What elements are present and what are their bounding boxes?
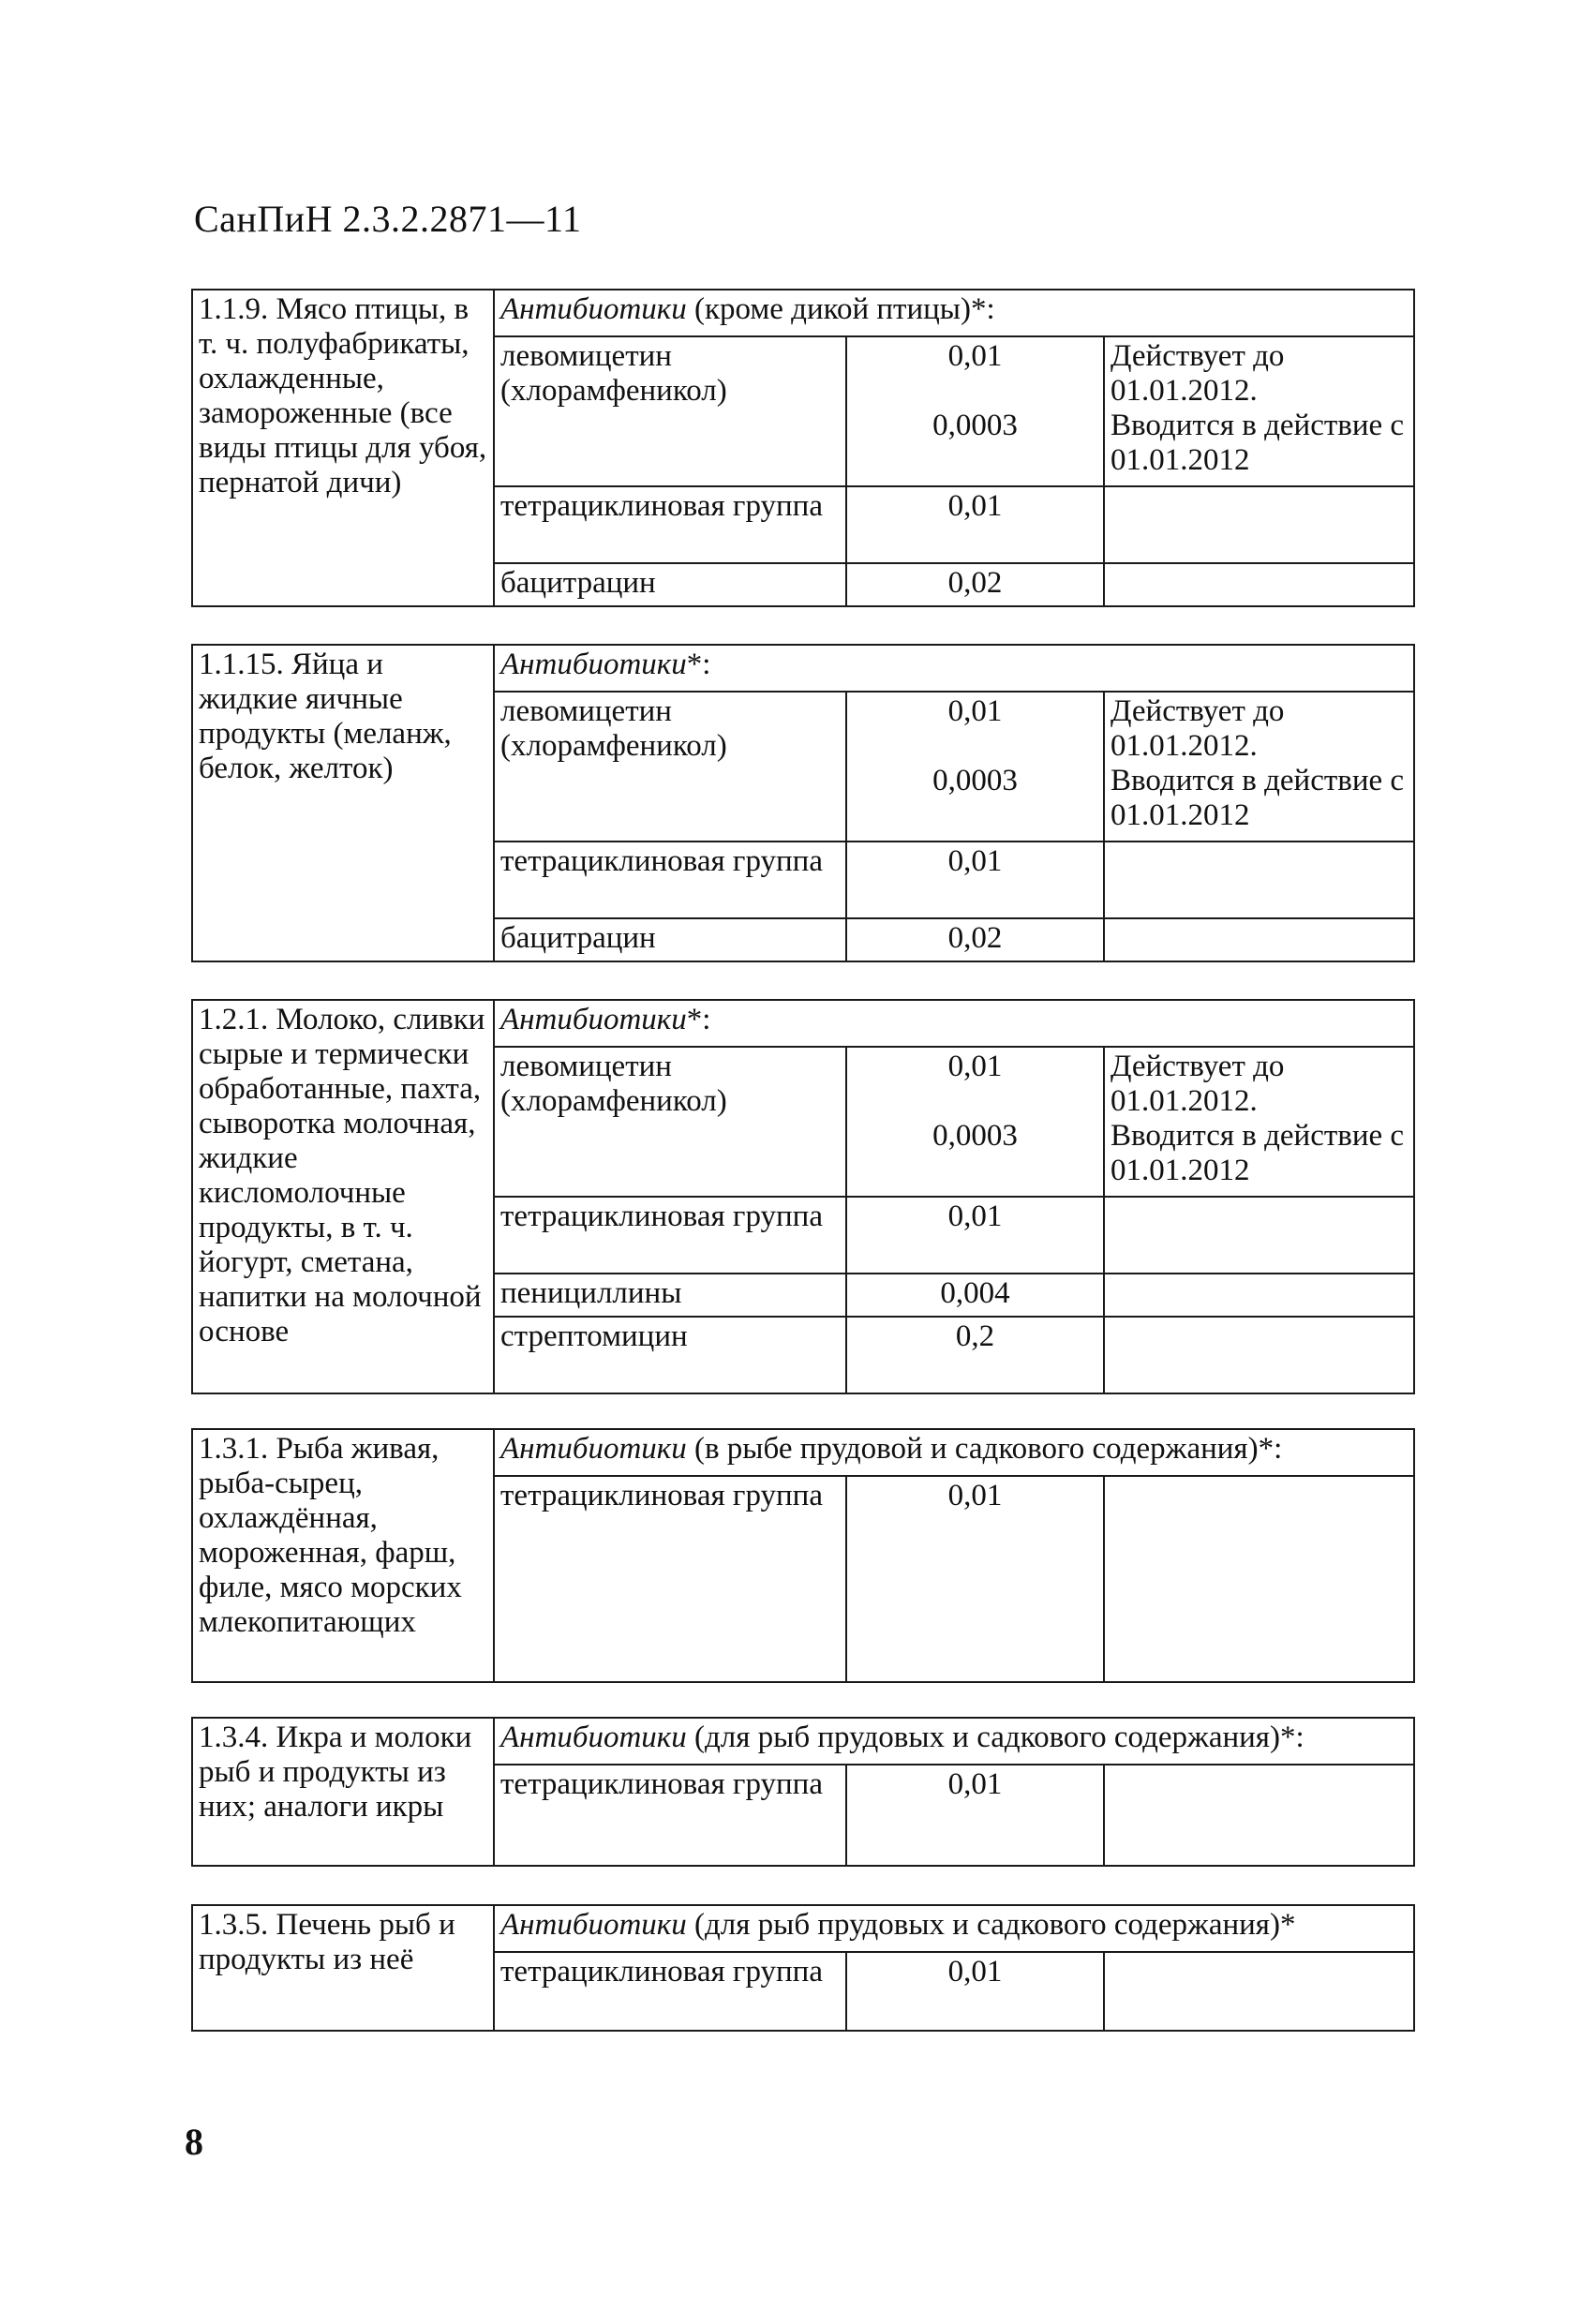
group-italic: Антибиотики xyxy=(500,648,687,681)
group-rest: (для рыб прудовых и садкового содержания)*: xyxy=(686,1721,1304,1754)
table-block-caviar xyxy=(191,1717,1415,1867)
note-cell xyxy=(1104,692,1414,842)
product-cell: 1.3.5. Печень рыб и продукты из неё xyxy=(192,1905,494,2031)
product-cell: 1.1.9. Мясо птицы, в т. ч. полуфабрикаты, охлажденные, замороженные (все виды птицы для убоя, пернатой дичи) xyxy=(192,290,494,606)
note-2: Вводится в действие с 01.01.2012 xyxy=(1111,409,1405,477)
note-1: Действует до 01.01.2012. xyxy=(1111,1050,1285,1118)
group-italic: Антибиотики xyxy=(500,1432,687,1466)
note-cell xyxy=(1104,1197,1414,1274)
substance-name: тетрациклиновая группа xyxy=(494,1197,846,1274)
limit-value: 0,01 xyxy=(846,1476,1104,1682)
substance-name: левомицетин (хлорамфеникол) xyxy=(494,336,846,486)
substance-name: пенициллины xyxy=(494,1274,846,1317)
note-cell xyxy=(1104,842,1414,918)
product-cell: 1.3.1. Рыба живая, рыба-сырец, охлаждённая, мороженная, фарш, филе, мясо морских млекопитающих xyxy=(192,1429,494,1682)
substance-name: тетрациклиновая группа xyxy=(494,1952,846,2031)
note-cell xyxy=(1104,918,1414,961)
substance-name: бацитрацин xyxy=(494,563,846,606)
substance-name: тетрациклиновая группа xyxy=(494,1476,846,1682)
substance-name: тетрациклиновая группа xyxy=(494,486,846,563)
table-block-meat-poultry xyxy=(191,289,1415,607)
substance-name: тетрациклиновая группа xyxy=(494,842,846,918)
table-block-fish-liver xyxy=(191,1904,1415,2032)
note-2: Вводится в действие с 01.01.2012 xyxy=(1111,764,1405,832)
note-cell xyxy=(1104,1765,1414,1866)
product-cell: 1.2.1. Молоко, сливки сырые и термически обработанные, пахта, сыворотка молочная, жидкие кисломолочные продукты, в т. ч. йогурт, сметана, напитки на молочной основе xyxy=(192,1000,494,1393)
group-header xyxy=(494,645,1414,692)
table-block-milk xyxy=(191,999,1415,1394)
substance-name: тетрациклиновая группа xyxy=(494,1765,846,1866)
document-header: СанПиН 2.3.2.2871—11 xyxy=(194,198,582,240)
limit-value xyxy=(846,692,1104,842)
group-italic: Антибиотики xyxy=(500,1908,687,1942)
group-rest: (для рыб прудовых и садкового содержания)* xyxy=(686,1908,1296,1942)
note-1: Действует до 01.01.2012. xyxy=(1111,694,1285,763)
limit-value xyxy=(846,1047,1104,1197)
group-italic: Антибиотики xyxy=(500,292,687,326)
table-block-fish xyxy=(191,1428,1415,1683)
note-cell xyxy=(1104,1274,1414,1317)
limit-value xyxy=(846,336,1104,486)
value-1: 0,01 xyxy=(947,694,1003,728)
value-1: 0,01 xyxy=(947,1050,1003,1083)
group-header xyxy=(494,290,1414,336)
group-rest: (в рыбе прудовой и садкового содержания)*: xyxy=(686,1432,1283,1466)
note-cell xyxy=(1104,1952,1414,2031)
group-header xyxy=(494,1429,1414,1476)
value-2: 0,0003 xyxy=(932,1119,1018,1153)
note-cell xyxy=(1104,563,1414,606)
note-cell xyxy=(1104,1317,1414,1393)
limit-value: 0,02 xyxy=(846,918,1104,961)
limit-value: 0,004 xyxy=(846,1274,1104,1317)
limit-value: 0,01 xyxy=(846,486,1104,563)
group-rest: *: xyxy=(686,1003,711,1036)
substance-name: стрептомицин xyxy=(494,1317,846,1393)
limit-value: 0,2 xyxy=(846,1317,1104,1393)
note-cell xyxy=(1104,336,1414,486)
group-header xyxy=(494,1718,1414,1765)
group-rest: *: xyxy=(686,648,711,681)
product-cell: 1.3.4. Икра и молоки рыб и продукты из них; аналоги икры xyxy=(192,1718,494,1866)
group-italic: Антибиотики xyxy=(500,1721,687,1754)
value-2: 0,0003 xyxy=(932,409,1018,442)
limit-value: 0,01 xyxy=(846,1197,1104,1274)
page-number: 8 xyxy=(185,2121,203,2163)
group-header xyxy=(494,1000,1414,1047)
group-rest: (кроме дикой птицы)*: xyxy=(686,292,995,326)
table-block-eggs xyxy=(191,644,1415,962)
product-cell: 1.1.15. Яйца и жидкие яичные продукты (меланж, белок, желток) xyxy=(192,645,494,961)
substance-name: левомицетин (хлорамфеникол) xyxy=(494,692,846,842)
limit-value: 0,01 xyxy=(846,1765,1104,1866)
limit-value: 0,01 xyxy=(846,842,1104,918)
substance-name: левомицетин (хлорамфеникол) xyxy=(494,1047,846,1197)
value-2: 0,0003 xyxy=(932,764,1018,797)
note-1: Действует до 01.01.2012. xyxy=(1111,339,1285,408)
group-header xyxy=(494,1905,1414,1952)
value-1: 0,01 xyxy=(947,339,1003,373)
substance-name: бацитрацин xyxy=(494,918,846,961)
group-italic: Антибиотики xyxy=(500,1003,687,1036)
limit-value: 0,02 xyxy=(846,563,1104,606)
note-cell xyxy=(1104,1476,1414,1682)
note-cell xyxy=(1104,1047,1414,1197)
limit-value: 0,01 xyxy=(846,1952,1104,2031)
note-2: Вводится в действие с 01.01.2012 xyxy=(1111,1119,1405,1187)
note-cell xyxy=(1104,486,1414,563)
